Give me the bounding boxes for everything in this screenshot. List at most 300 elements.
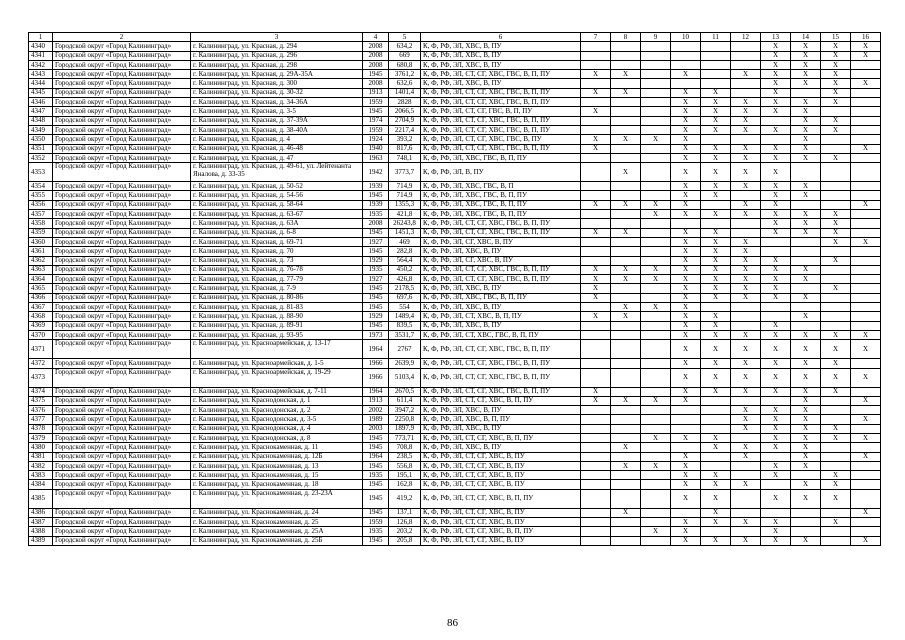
mark-cell-col-14: X <box>791 182 821 191</box>
mark-cell-col-16 <box>851 293 881 302</box>
mark-cell-col-10: X <box>671 191 701 200</box>
mark-cell-col-16 <box>851 359 881 368</box>
mark-cell-col-13 <box>761 135 791 144</box>
address-cell: г. Калининград, ул. Краснокаменная, д. 15 <box>191 471 363 480</box>
mark-cell-col-13: X <box>761 88 791 97</box>
area-cell: 2639,9 <box>389 359 421 368</box>
mark-cell-col-10: X <box>671 135 701 144</box>
mark-cell-col-10: X <box>671 88 701 97</box>
mark-cell-col-11 <box>701 527 731 536</box>
address-cell: г. Калининград, ул. Красная, д. 49-61, ул. Лейтенанта Яналова, д. 33-35 <box>191 163 363 182</box>
area-cell: 203,2 <box>389 527 421 536</box>
mark-cell-col-9 <box>641 125 671 134</box>
mark-cell-col-14: X <box>791 330 821 339</box>
year-cell: 1945 <box>363 508 389 517</box>
mark-cell-col-8 <box>611 153 641 162</box>
area-cell: 137,1 <box>389 508 421 517</box>
mark-cell-col-10: X <box>671 387 701 396</box>
mark-cell-col-14: X <box>791 116 821 125</box>
mark-cell-col-14: X <box>791 98 821 107</box>
column-header-16: 16 <box>851 33 881 42</box>
owner-cell: Городской округ «Город Калининград» <box>53 303 191 312</box>
mark-cell-col-8 <box>611 125 641 134</box>
area-cell: 817,6 <box>389 144 421 153</box>
mark-cell-col-13 <box>761 312 791 321</box>
mark-cell-col-9: X <box>641 303 671 312</box>
mark-cell-col-10: X <box>671 359 701 368</box>
mark-cell-col-11: X <box>701 163 731 182</box>
mark-cell-col-13: X <box>761 406 791 415</box>
mark-cell-col-12: X <box>731 275 761 284</box>
table-row <box>29 182 881 191</box>
area-cell: 708,8 <box>389 443 421 452</box>
mark-cell-col-11: X <box>701 247 731 256</box>
year-cell: 1973 <box>363 330 389 339</box>
mark-cell-col-15 <box>821 303 851 312</box>
mark-cell-col-16: X <box>851 433 881 442</box>
mark-cell-col-9: X <box>641 135 671 144</box>
column-header-8: 8 <box>611 33 641 42</box>
mark-cell-col-12: X <box>731 443 761 452</box>
mark-cell-col-12 <box>731 42 761 51</box>
owner-cell: Городской округ «Город Калининград» <box>53 116 191 125</box>
mark-cell-col-16 <box>851 135 881 144</box>
area-cell: 697,6 <box>389 293 421 302</box>
area-cell: 714,9 <box>389 191 421 200</box>
works-cell: К, Ф, РФ, ЭЛ, ХВС, В, П, ПУ <box>421 415 581 424</box>
mark-cell-col-16 <box>851 116 881 125</box>
mark-cell-col-11 <box>701 303 731 312</box>
mark-cell-col-15 <box>821 275 851 284</box>
mark-cell-col-15: X <box>821 219 851 228</box>
area-cell: 3773,7 <box>389 163 421 182</box>
works-cell: К, Ф, РФ, ЭЛ, ХВС, В, ПУ <box>421 321 581 330</box>
table-row <box>29 359 881 368</box>
table-body <box>29 42 881 546</box>
mark-cell-col-10: X <box>671 527 701 536</box>
mark-cell-col-12 <box>731 461 761 470</box>
mark-cell-col-13: X <box>761 163 791 182</box>
mark-cell-col-13: X <box>761 461 791 470</box>
year-cell: 2003 <box>363 424 389 433</box>
mark-cell-col-15 <box>821 107 851 116</box>
mark-cell-col-13: X <box>761 228 791 237</box>
mark-cell-col-9 <box>641 284 671 293</box>
year-cell: 1935 <box>363 210 389 219</box>
owner-cell: Городской округ «Город Калининград» <box>53 387 191 396</box>
mark-cell-col-7: X <box>581 135 611 144</box>
mark-cell-col-10: X <box>671 461 701 470</box>
works-cell: К, Ф, РФ, ЭЛ, СТ, СГ, ХВС, ГВС, В, ПУ <box>421 135 581 144</box>
mark-cell-col-15 <box>821 312 851 321</box>
row-number-cell: 4371 <box>29 340 53 359</box>
mark-cell-col-7 <box>581 256 611 265</box>
address-cell: г. Калининград, ул. Красная, д. 63А <box>191 219 363 228</box>
mark-cell-col-7 <box>581 163 611 182</box>
mark-cell-col-12: X <box>731 210 761 219</box>
mark-cell-col-16: X <box>851 415 881 424</box>
mark-cell-col-8 <box>611 415 641 424</box>
mark-cell-col-10: X <box>671 396 701 405</box>
mark-cell-col-7 <box>581 330 611 339</box>
table-row <box>29 321 881 330</box>
address-cell: г. Калининград, ул. Красная, д. 47 <box>191 153 363 162</box>
year-cell: 2008 <box>363 42 389 51</box>
mark-cell-col-7 <box>581 452 611 461</box>
row-number-cell: 4346 <box>29 98 53 107</box>
mark-cell-col-9 <box>641 219 671 228</box>
row-number-cell: 4376 <box>29 406 53 415</box>
mark-cell-col-13: X <box>761 191 791 200</box>
mark-cell-col-9 <box>641 480 671 489</box>
mark-cell-col-12: X <box>731 265 761 274</box>
table-row <box>29 406 881 415</box>
mark-cell-col-12: X <box>731 98 761 107</box>
works-cell: К, Ф, РФ, ЭЛ, ХВС, В, ПУ <box>421 303 581 312</box>
row-number-cell: 4355 <box>29 191 53 200</box>
mark-cell-col-9: X <box>641 527 671 536</box>
mark-cell-col-15: X <box>821 88 851 97</box>
works-cell: К, Ф, РФ, ЭЛ, СТ, СГ, ХВС, ГВС, В, П, ПУ <box>421 275 581 284</box>
mark-cell-col-15: X <box>821 489 851 508</box>
mark-cell-col-7: X <box>581 265 611 274</box>
mark-cell-col-16: X <box>851 340 881 359</box>
mark-cell-col-13: X <box>761 424 791 433</box>
mark-cell-col-8 <box>611 219 641 228</box>
table-row <box>29 256 881 265</box>
mark-cell-col-16: X <box>851 396 881 405</box>
mark-cell-col-14 <box>791 321 821 330</box>
mark-cell-col-13: X <box>761 200 791 209</box>
mark-cell-col-9: X <box>641 265 671 274</box>
mark-cell-col-7 <box>581 461 611 470</box>
mark-cell-col-15: X <box>821 237 851 246</box>
row-number-cell: 4351 <box>29 144 53 153</box>
mark-cell-col-11: X <box>701 368 731 387</box>
mark-cell-col-7 <box>581 368 611 387</box>
mark-cell-col-9 <box>641 79 671 88</box>
year-cell: 2002 <box>363 406 389 415</box>
address-cell: г. Калининград, ул. Краснодонская, д. 2 <box>191 406 363 415</box>
mark-cell-col-13 <box>761 247 791 256</box>
mark-cell-col-12 <box>731 471 761 480</box>
owner-cell: Городской округ «Город Калининград» <box>53 330 191 339</box>
address-cell: г. Калининград, ул. Красная, д. 46-48 <box>191 144 363 153</box>
address-cell: г. Калининград, ул. Краснокаменная, д. 24 <box>191 508 363 517</box>
owner-cell: Городской округ «Город Калининград» <box>53 98 191 107</box>
mark-cell-col-11: X <box>701 387 731 396</box>
area-cell: 419,2 <box>389 489 421 508</box>
works-cell: К, Ф, РФ, ЭЛ, СТ, СГ, ХВС, В, ПУ <box>421 518 581 527</box>
address-cell: г. Калининград, ул. Красная, д. 70 <box>191 247 363 256</box>
mark-cell-col-7: X <box>581 88 611 97</box>
mark-cell-col-15: X <box>821 256 851 265</box>
mark-cell-col-8: X <box>611 461 641 470</box>
year-cell: 1964 <box>363 452 389 461</box>
mark-cell-col-8 <box>611 424 641 433</box>
year-cell: 1935 <box>363 265 389 274</box>
mark-cell-col-15: X <box>821 480 851 489</box>
mark-cell-col-16: X <box>851 79 881 88</box>
mark-cell-col-7 <box>581 508 611 517</box>
area-cell: 162,8 <box>389 480 421 489</box>
mark-cell-col-9 <box>641 163 671 182</box>
mark-cell-col-12: X <box>731 387 761 396</box>
area-cell: 126,8 <box>389 518 421 527</box>
mark-cell-col-16 <box>851 247 881 256</box>
area-cell: 3761,2 <box>389 70 421 79</box>
mark-cell-col-14: X <box>791 153 821 162</box>
mark-cell-col-12: X <box>731 536 761 545</box>
mark-cell-col-16 <box>851 125 881 134</box>
mark-cell-col-7: X <box>581 144 611 153</box>
mark-cell-col-14: X <box>791 275 821 284</box>
mark-cell-col-16 <box>851 265 881 274</box>
area-cell: 748,1 <box>389 153 421 162</box>
mark-cell-col-11: X <box>701 293 731 302</box>
mark-cell-col-8: X <box>611 303 641 312</box>
owner-cell: Городской округ «Город Калининград» <box>53 293 191 302</box>
mark-cell-col-15: X <box>821 330 851 339</box>
mark-cell-col-15 <box>821 461 851 470</box>
mark-cell-col-13: X <box>761 182 791 191</box>
owner-cell: Городской округ «Город Калининград» <box>53 88 191 97</box>
mark-cell-col-13: X <box>761 107 791 116</box>
works-cell: К, Ф, РФ, ЭЛ, СТ, СГ, ХВС, ГВС, В, П, ПУ <box>421 359 581 368</box>
mark-cell-col-7 <box>581 210 611 219</box>
mark-cell-col-13: X <box>761 527 791 536</box>
address-cell: г. Калининград, ул. Красная, д. 294 <box>191 42 363 51</box>
mark-cell-col-14: X <box>791 387 821 396</box>
address-cell: г. Калининград, ул. Красная, д. 77-79 <box>191 275 363 284</box>
works-cell: К, Ф, РФ, ЭЛ, ХВС, В, ПУ <box>421 406 581 415</box>
works-cell: К, Ф, РФ, ЭЛ, ХВС, В, ПУ <box>421 424 581 433</box>
row-number-cell: 4350 <box>29 135 53 144</box>
year-cell: 1959 <box>363 125 389 134</box>
mark-cell-col-9 <box>641 508 671 517</box>
works-cell: К, Ф, РФ, ЭЛ, СТ, СГ, ХВС, ГВС, В, П, ПУ <box>421 219 581 228</box>
works-cell: К, Ф, РФ, ЭЛ, ХВС, ГВС, В, П, ПУ <box>421 210 581 219</box>
mark-cell-col-13: X <box>761 275 791 284</box>
mark-cell-col-12: X <box>731 107 761 116</box>
mark-cell-col-7: X <box>581 70 611 79</box>
mark-cell-col-10: X <box>671 340 701 359</box>
mark-cell-col-12: X <box>731 330 761 339</box>
mark-cell-col-7 <box>581 480 611 489</box>
address-cell: г. Калининград, ул. Краснокаменная, д. 18 <box>191 480 363 489</box>
mark-cell-col-12: X <box>731 424 761 433</box>
address-cell: г. Калининград, ул. Красная, д. 296 <box>191 51 363 60</box>
mark-cell-col-9 <box>641 518 671 527</box>
owner-cell: Городской округ «Город Калининград» <box>53 60 191 69</box>
address-cell: г. Калининград, ул. Красная, д. 80-86 <box>191 293 363 302</box>
mark-cell-col-11 <box>701 452 731 461</box>
mark-cell-col-10 <box>671 508 701 517</box>
mark-cell-col-15: X <box>821 79 851 88</box>
mark-cell-col-13 <box>761 480 791 489</box>
mark-cell-col-15 <box>821 191 851 200</box>
address-cell: г. Калининград, ул. Красная, д. 298 <box>191 60 363 69</box>
mark-cell-col-10: X <box>671 293 701 302</box>
owner-cell: Городской округ «Город Калининград» <box>53 396 191 405</box>
mark-cell-col-15: X <box>821 60 851 69</box>
mark-cell-col-11: X <box>701 433 731 442</box>
area-cell: 205,8 <box>389 536 421 545</box>
mark-cell-col-9 <box>641 88 671 97</box>
year-cell: 2008 <box>363 51 389 60</box>
area-cell: 773,71 <box>389 433 421 442</box>
row-number-cell: 4349 <box>29 125 53 134</box>
address-cell: г. Калининград, ул. Краснодонская, д. 3-5 <box>191 415 363 424</box>
mark-cell-col-15: X <box>821 340 851 359</box>
mark-cell-col-14 <box>791 471 821 480</box>
mark-cell-col-12: X <box>731 116 761 125</box>
row-number-cell: 4384 <box>29 480 53 489</box>
mark-cell-col-14: X <box>791 42 821 51</box>
mark-cell-col-10 <box>671 219 701 228</box>
mark-cell-col-9 <box>641 191 671 200</box>
table-row <box>29 424 881 433</box>
address-cell: г. Калининград, ул. Краснодонская, д. 4 <box>191 424 363 433</box>
year-cell: 1945 <box>363 480 389 489</box>
table-row <box>29 98 881 107</box>
address-cell: г. Калининград, ул. Красная, д. 38-40А <box>191 125 363 134</box>
table-row <box>29 527 881 536</box>
mark-cell-col-11: X <box>701 210 731 219</box>
works-cell: К, Ф, РФ, ЭЛ, СТ, СГ, ХВС, ГВС, В, П, ПУ <box>421 116 581 125</box>
owner-cell: Городской округ «Город Калининград» <box>53 237 191 246</box>
owner-cell: Городской округ «Город Калининград» <box>53 125 191 134</box>
mark-cell-col-7 <box>581 518 611 527</box>
mark-cell-col-10: X <box>671 153 701 162</box>
mark-cell-col-15 <box>821 415 851 424</box>
area-cell: 564,4 <box>389 256 421 265</box>
owner-cell: Городской округ «Город Калининград» <box>53 191 191 200</box>
mark-cell-col-8 <box>611 247 641 256</box>
mark-cell-col-8 <box>611 191 641 200</box>
address-cell: г. Калининград, ул. Краснокаменная, д. 25А <box>191 527 363 536</box>
table-row <box>29 275 881 284</box>
mark-cell-col-13: X <box>761 536 791 545</box>
mark-cell-col-8: X <box>611 88 641 97</box>
mark-cell-col-13: X <box>761 293 791 302</box>
row-number-cell: 4341 <box>29 51 53 60</box>
mark-cell-col-16 <box>851 424 881 433</box>
mark-cell-col-14: X <box>791 480 821 489</box>
address-cell: г. Калининград, ул. Краснокаменная, д. 13 <box>191 461 363 470</box>
mark-cell-col-14: X <box>791 443 821 452</box>
works-cell: К, Ф, РФ, ЭЛ, ХВС, В, ПУ <box>421 284 581 293</box>
mark-cell-col-7 <box>581 527 611 536</box>
mark-cell-col-13: X <box>761 153 791 162</box>
mark-cell-col-10: X <box>671 312 701 321</box>
area-cell: 1489,4 <box>389 312 421 321</box>
works-cell: К, Ф, РФ, ЭЛ, СТ, СГ, ХВС, В, ПУ <box>421 480 581 489</box>
owner-cell: Городской округ «Город Калининград» <box>53 247 191 256</box>
mark-cell-col-11: X <box>701 88 731 97</box>
area-cell: 5103,4 <box>389 368 421 387</box>
year-cell: 1964 <box>363 340 389 359</box>
area-cell: 426,8 <box>389 275 421 284</box>
address-cell: г. Калининград, ул. Красная, д. 76-78 <box>191 265 363 274</box>
mark-cell-col-12: X <box>731 237 761 246</box>
row-number-cell: 4363 <box>29 265 53 274</box>
mark-cell-col-11 <box>701 406 731 415</box>
mark-cell-col-11: X <box>701 237 731 246</box>
mark-cell-col-12: X <box>731 256 761 265</box>
table-row <box>29 340 881 359</box>
mark-cell-col-13: X <box>761 284 791 293</box>
area-cell: 1401,4 <box>389 88 421 97</box>
table-row <box>29 228 881 237</box>
mark-cell-col-10: X <box>671 368 701 387</box>
mark-cell-col-16 <box>851 387 881 396</box>
mark-cell-col-9: X <box>641 461 671 470</box>
address-cell: г. Калининград, ул. Красная, д. 69-71 <box>191 237 363 246</box>
mark-cell-col-9 <box>641 256 671 265</box>
table-row <box>29 415 881 424</box>
row-number-cell: 4365 <box>29 284 53 293</box>
mark-cell-col-8 <box>611 182 641 191</box>
mark-cell-col-13: X <box>761 144 791 153</box>
year-cell: 1945 <box>363 70 389 79</box>
row-number-cell: 4381 <box>29 452 53 461</box>
mark-cell-col-16: X <box>851 508 881 517</box>
mark-cell-col-9 <box>641 406 671 415</box>
table-row <box>29 471 881 480</box>
mark-cell-col-14 <box>791 247 821 256</box>
area-cell: 450,2 <box>389 265 421 274</box>
mark-cell-col-9 <box>641 536 671 545</box>
mark-cell-col-16 <box>851 153 881 162</box>
area-cell: 2250,8 <box>389 415 421 424</box>
table-row <box>29 284 881 293</box>
column-header-14: 14 <box>791 33 821 42</box>
mark-cell-col-10: X <box>671 116 701 125</box>
row-number-cell: 4369 <box>29 321 53 330</box>
mark-cell-col-9 <box>641 387 671 396</box>
area-cell: 282,8 <box>389 247 421 256</box>
mark-cell-col-16 <box>851 443 881 452</box>
mark-cell-col-13 <box>761 303 791 312</box>
row-number-cell: 4389 <box>29 536 53 545</box>
row-number-cell: 4377 <box>29 415 53 424</box>
mark-cell-col-15: X <box>821 98 851 107</box>
mark-cell-col-9 <box>641 443 671 452</box>
mark-cell-col-15: X <box>821 518 851 527</box>
mark-cell-col-13: X <box>761 415 791 424</box>
mark-cell-col-14: X <box>791 452 821 461</box>
mark-cell-col-7 <box>581 116 611 125</box>
mark-cell-col-7: X <box>581 228 611 237</box>
mark-cell-col-11: X <box>701 536 731 545</box>
mark-cell-col-16 <box>851 88 881 97</box>
mark-cell-col-12: X <box>731 125 761 134</box>
mark-cell-col-12 <box>731 191 761 200</box>
column-header-15: 15 <box>821 33 851 42</box>
row-number-cell: 4387 <box>29 518 53 527</box>
year-cell: 2008 <box>363 219 389 228</box>
row-number-cell: 4340 <box>29 42 53 51</box>
mark-cell-col-13: X <box>761 443 791 452</box>
area-cell: 2828 <box>389 98 421 107</box>
mark-cell-col-9 <box>641 98 671 107</box>
mark-cell-col-10: X <box>671 265 701 274</box>
mark-cell-col-8: X <box>611 228 641 237</box>
address-cell: г. Калининград, ул. Краснокаменная, д. 12Б <box>191 452 363 461</box>
owner-cell: Городской округ «Город Калининград» <box>53 256 191 265</box>
mark-cell-col-16 <box>851 489 881 508</box>
